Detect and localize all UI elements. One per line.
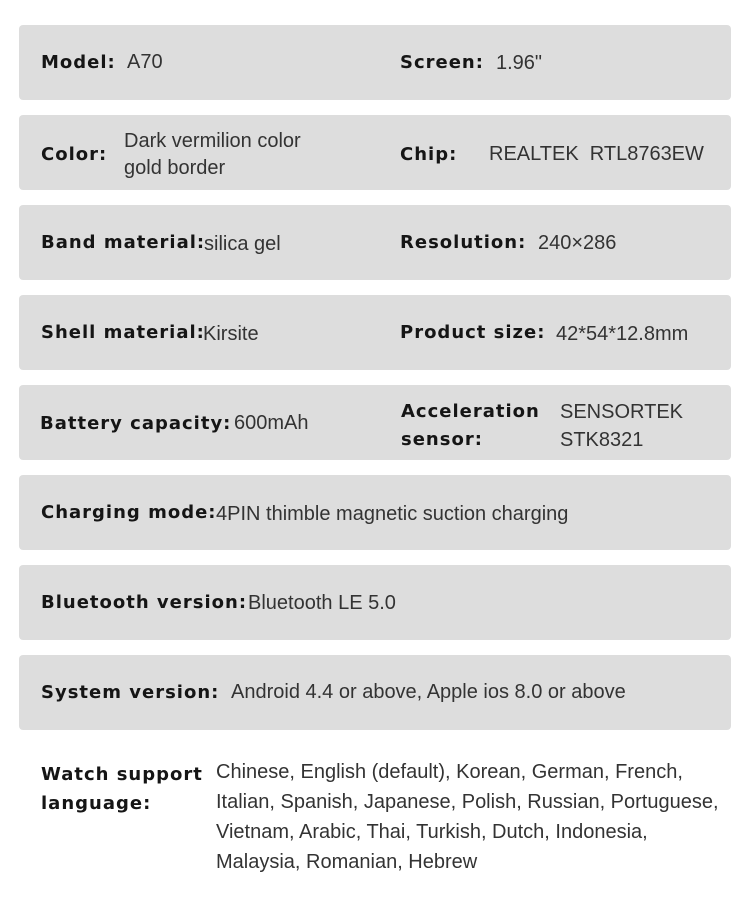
band-material-label: Band material: [41,232,206,253]
spec-row-model-screen [19,25,731,100]
shell-material-value: Kirsite [203,323,259,345]
battery-capacity-label: Battery capacity: [40,413,232,434]
spec-row-band-resolution [19,205,731,280]
spec-row-bluetooth-version [19,565,731,640]
band-material-value: silica gel [204,233,281,255]
shell-material-label: Shell material: [41,322,205,343]
watch-support-language-label [41,760,203,818]
acceleration-sensor-value-line-2: STK8321 [560,429,644,451]
acceleration-sensor-label-line-1: Acceleration [401,401,540,422]
system-version-value: Android 4.4 or above, Apple ios 8.0 or above [231,681,626,703]
color-label: Color: [41,144,108,165]
resolution-label: Resolution: [400,232,527,253]
chip-label: Chip: [400,144,458,165]
bluetooth-version-value: Bluetooth LE 5.0 [248,592,396,614]
screen-label: Screen: [400,52,484,73]
spec-row-color-chip [19,115,731,190]
model-value: A70 [127,51,163,73]
battery-capacity-value: 600mAh [234,412,309,434]
watch-support-language-label-line-1: Watch support [41,764,203,785]
system-version-label: System version: [41,682,220,703]
watch-support-language-label-line-2: language: [41,793,152,814]
bluetooth-version-label: Bluetooth version: [41,592,248,613]
spec-row-shell-size [19,295,731,370]
resolution-value: 240×286 [538,232,617,254]
acceleration-sensor-label-line-2: sensor: [401,429,483,450]
acceleration-sensor-value-line-1: SENSORTEK [560,401,683,423]
spec-row-battery-sensor [19,385,731,460]
spec-row-system-version [19,655,731,730]
spec-row-charging-mode [19,475,731,550]
color-value-line-1: Dark vermilion color [124,130,301,152]
product-size-value: 42*54*12.8mm [556,323,689,345]
screen-value: 1.96" [496,52,543,74]
charging-mode-label: Charging mode: [41,502,217,523]
product-size-label: Product size: [400,322,546,343]
chip-value: REALTEK RTL8763EW [489,143,704,165]
watch-support-language-value: Chinese, English (default), Korean, German, French, Italian, Spanish, Japanese, Polish, Russian, Portuguese, Vietnam, Arabic, Thai, Turkish, Dutch, Indonesia, Malaysia, Romanian, Hebrew [216,761,719,873]
color-value-line-2: gold border [124,157,226,179]
charging-mode-value: 4PIN thimble magnetic suction charging [216,503,569,525]
model-label: Model: [41,52,116,73]
